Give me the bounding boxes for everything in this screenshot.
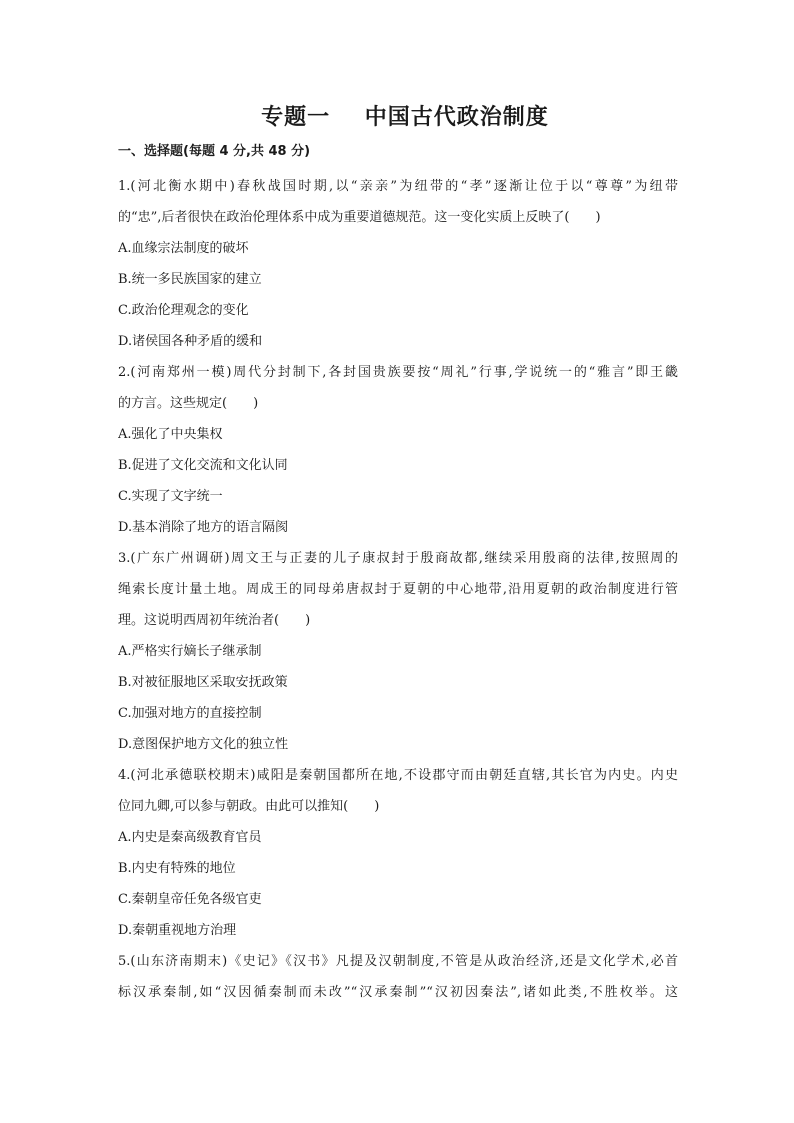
- question-3-line-1: 3.(广东广州调研)周文王与正妻的儿子康叔封于殷商故都,继续采用殷商的法律,按照周的: [118, 551, 678, 566]
- question-3-line-3: 理。这说明西周初年统治者( ): [118, 613, 311, 628]
- question-1-option-b: B.统一多民族国家的建立: [118, 272, 262, 287]
- section-heading: 一、选择题(每题 4 分,共 48 分): [118, 144, 311, 159]
- question-3-line-2: 绳索长度计量土地。周成王的同母弟唐叔封于夏朝的中心地带,沿用夏朝的政治制度进行管: [118, 582, 678, 597]
- question-1-option-d: D.诸侯国各种矛盾的缓和: [118, 334, 263, 349]
- question-2-line-1: 2.(河南郑州一模)周代分封制下,各封国贵族要按“周礼”行事,学说统一的“雅言”即王畿: [118, 365, 678, 380]
- page-title: 专题一 中国古代政治制度: [261, 105, 549, 130]
- question-5-line-1: 5.(山东济南期末)《史记》《汉书》凡提及汉朝制度,不管是从政治经济,还是文化学术,必首: [118, 954, 678, 969]
- question-4-line-1: 4.(河北承德联校期末)咸阳是秦朝国都所在地,不设郡守而由朝廷直辖,其长官为内史。内史: [118, 768, 678, 783]
- question-1-line-1: 1.(河北衡水期中)春秋战国时期,以“亲亲”为纽带的“孝”逐渐让位于以“尊尊”为纽带: [118, 179, 678, 194]
- question-3-option-c: C.加强对地方的直接控制: [118, 706, 262, 721]
- question-5-line-2: 标汉承秦制,如“汉因循秦制而未改”“汉承秦制”“汉初因秦法”,诸如此类,不胜枚举。这: [118, 985, 678, 1000]
- question-4-option-d: D.秦朝重视地方治理: [118, 923, 237, 938]
- question-2: [118, 357, 678, 543]
- question-3-option-d: D.意图保护地方文化的独立性: [118, 737, 289, 752]
- question-4-line-2: 位同九卿,可以参与朝政。由此可以推知( ): [118, 799, 380, 814]
- question-3-option-a: A.严格实行嫡长子继承制: [118, 644, 262, 659]
- question-3: [118, 543, 678, 760]
- question-4-option-c: C.秦朝皇帝任免各级官吏: [118, 892, 262, 907]
- question-4-option-b: B.内史有特殊的地位: [118, 861, 236, 876]
- question-1-option-c: C.政治伦理观念的变化: [118, 303, 249, 318]
- question-5: [118, 946, 678, 1008]
- question-2-option-a: A.强化了中央集权: [118, 427, 223, 442]
- question-4: [118, 760, 678, 946]
- question-2-option-b: B.促进了文化交流和文化认同: [118, 458, 288, 473]
- question-1-line-2: 的“忠”,后者很快在政治伦理体系中成为重要道德规范。这一变化实质上反映了( ): [118, 210, 601, 225]
- question-2-option-c: C.实现了文字统一: [118, 489, 223, 504]
- question-2-option-d: D.基本消除了地方的语言隔阂: [118, 520, 289, 535]
- question-2-line-2: 的方言。这些规定( ): [118, 396, 259, 411]
- question-3-option-b: B.对被征服地区采取安抚政策: [118, 675, 288, 690]
- question-4-option-a: A.内史是秦高级教育官员: [118, 830, 262, 845]
- document-page: [118, 100, 678, 1008]
- question-1: [118, 171, 678, 357]
- question-1-option-a: A.血缘宗法制度的破坏: [118, 241, 249, 256]
